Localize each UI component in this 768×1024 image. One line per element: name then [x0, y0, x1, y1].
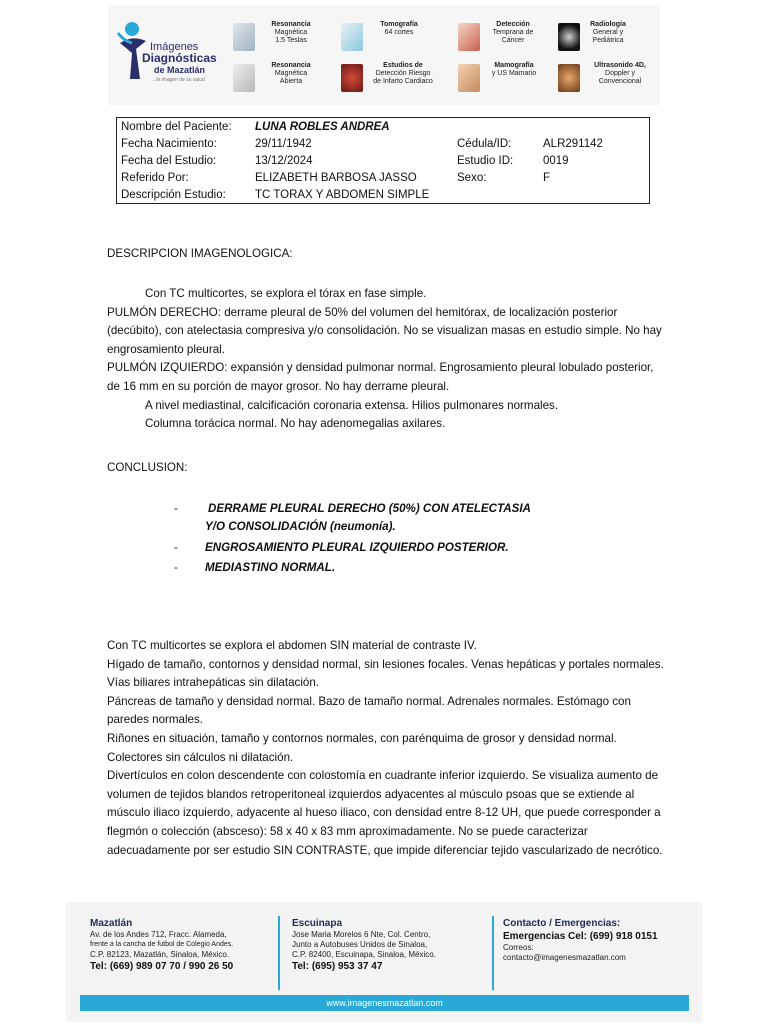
service-riesgo-infarto	[341, 62, 441, 98]
study-date: 13/12/2024	[255, 155, 313, 167]
footer-escuinapa-phone: Tel: (695) 953 37 47	[292, 961, 383, 972]
footer-contact-title: Contacto / Emergencias:	[503, 918, 621, 929]
thorax-intro: Con TC multicortes, se explora el tórax en fase simple.	[145, 287, 427, 300]
footer-email-label: Correos:	[503, 943, 534, 952]
conclusion-item-3: MEDIASTINO NORMAL.	[205, 561, 336, 574]
referred-label: Referido Por:	[121, 172, 189, 184]
service-text: Resonancia Magnética Abierta	[271, 62, 311, 85]
conclusion-title: CONCLUSION:	[107, 461, 188, 474]
abdomen-intro: Con TC multicortes se explora el abdomen SIN material de contraste IV.	[107, 639, 477, 652]
service-mamografia	[458, 62, 548, 98]
service-text: Ultrasonido 4D, Doppler y Convencional	[594, 62, 646, 85]
sex-label: Sexo:	[457, 172, 487, 184]
logo-slogan: ...la imagen de su salud	[152, 77, 205, 83]
patient-id: ALR291142	[543, 138, 603, 150]
section-title-description: DESCRIPCION IMAGENOLOGICA:	[107, 247, 293, 260]
footer-website-bar[interactable]: www.imagenesmazatlan.com	[80, 995, 689, 1011]
patient-name: LUNA ROBLES ANDREA	[255, 121, 390, 133]
letterhead-footer	[66, 902, 702, 1022]
abdomen-kidneys: Riñones en situación, tamaño y contornos normales, con parénquima de grosor y densidad normal. Colectores sin cálculos ni dilatación.	[107, 731, 617, 764]
patient-info-box	[116, 117, 650, 204]
abdomen-colon: Divertículos en colon descendente con colostomía en cuadrante inferior izquierdo. Se visualiza aumento de volumen de tejidos blandos retroperitoneal izquierdos adyacentes al músculo psoas que se extiende al músculo iliaco izquierdo, adyacente al hueso iliaco, con densidad entre 8-12 UH, que puede corresponder a flegmón o colección (absceso): 58 x 40 x 83 mm aproximadamente. No se puede caracterizar adecuadamente por ser estudio SIN CONTRASTE, que impide diferenciar tejido vascularizado de necrótico.	[107, 769, 663, 857]
thorax-findings	[107, 285, 667, 434]
service-ultrasonido	[558, 62, 658, 98]
xray-hand-icon	[558, 23, 580, 51]
ct-scanner-icon	[341, 23, 363, 51]
service-text: Radiología General y Pediátrica	[590, 21, 626, 44]
thorax-right-lung: PULMÓN DERECHO: derrame pleural de 50% del volumen del hemitórax, de localización posterior (decúbito), con atelectasia compresiva y/o consolidación. No se visualizan masas en estudio simple. No hay engrosamiento pleural.	[107, 305, 662, 356]
footer-escuinapa-address-2: Junto a Autobuses Unidos de Sinaloa,	[292, 940, 428, 949]
footer-escuinapa-address-1: Jose Maria Morelos 6 Nte, Col. Centro,	[292, 930, 431, 939]
study-date-label: Fecha del Estudio:	[121, 155, 217, 167]
mri-scanner-icon	[233, 23, 255, 51]
thorax-spine: Columna torácica normal. No hay adenomegalias axilares.	[145, 417, 446, 431]
footer-mazatlan-phone: Tel: (669) 989 07 70 / 990 26 50	[90, 961, 234, 972]
abdomen-pancreas: Páncreas de tamaño y densidad normal. Bazo de tamaño normal. Adrenales normales. Estómago con paredes normales.	[107, 694, 631, 727]
footer-mazatlan-address-3: C.P. 82123, Mazatlán, Sinaloa, México.	[90, 950, 230, 959]
conclusion-dash: -	[174, 502, 178, 515]
conclusion-dash: -	[174, 561, 178, 574]
birth-date-label: Fecha Nacimiento:	[121, 138, 217, 150]
open-mri-icon	[233, 64, 255, 92]
footer-divider	[278, 916, 280, 990]
service-text: Detección Temprana de Cáncer	[492, 21, 534, 44]
conclusion-dash: -	[174, 541, 178, 554]
id-label: Cédula/ID:	[457, 138, 512, 150]
service-radiologia	[558, 21, 658, 57]
footer-mazatlan-address-1: Av. de los Andes 712, Fracc. Alameda,	[90, 930, 227, 939]
service-deteccion-cancer	[458, 21, 548, 57]
thorax-mediastinum: A nivel mediastinal, calcificación coronaria extensa. Hilios pulmonares normales.	[145, 398, 559, 412]
birth-date: 29/11/1942	[255, 138, 312, 150]
letterhead-header	[108, 5, 660, 105]
service-text: Tomografía 64 cortes	[380, 21, 418, 36]
logo-line-1: Imágenes	[150, 41, 199, 53]
logo-line-2: Diagnósticas	[142, 51, 217, 65]
footer-escuinapa-address-3: C.P. 82400, Escuinapa, Sinaloa, México.	[292, 950, 436, 959]
referred-by: ELIZABETH BARBOSA JASSO	[255, 172, 417, 184]
abdomen-findings	[107, 637, 667, 860]
conclusion-item-2: ENGROSAMIENTO PLEURAL IZQUIERDO POSTERIOR.	[205, 541, 509, 554]
cancer-detection-icon	[458, 23, 480, 51]
service-tomografia	[341, 21, 431, 57]
footer-escuinapa-title: Escuinapa	[292, 918, 343, 929]
service-resonancia	[233, 21, 323, 57]
logo-line-3: de Mazatlán	[154, 65, 206, 75]
abdomen-liver: Hígado de tamaño, contornos y densidad normal, sin lesiones focales. Venas hepáticas y portales normales. Vías biliares intrahepáticas sin dilatación.	[107, 657, 664, 690]
service-resonancia-abierta	[233, 62, 323, 98]
conclusion-item-1: DERRAME PLEURAL DERECHO (50%) CON ATELECTASIA	[208, 502, 531, 515]
study-description-label: Descripción Estudio:	[121, 189, 226, 201]
patient-name-label: Nombre del Paciente:	[121, 121, 232, 133]
study-id-label: Estudio ID:	[457, 155, 514, 167]
footer-emergency-phone: Emergencias Cel: (699) 918 0151	[503, 931, 658, 942]
footer-mazatlan	[90, 918, 280, 973]
footer-mazatlan-title: Mazatlán	[90, 918, 133, 929]
conclusion-item-1-cont: Y/O CONSOLIDACIÓN (neumonía).	[205, 520, 396, 533]
study-id: 0019	[543, 155, 569, 167]
mammography-icon	[458, 64, 480, 92]
ultrasound-icon	[558, 64, 580, 92]
thorax-left-lung: PULMÓN IZQUIERDO: expansión y densidad pulmonar normal. Engrosamiento pleural lobulado posterior, de 16 mm en su porción de mayor grosor. No hay derrame pleural.	[107, 361, 654, 393]
heart-icon	[341, 64, 363, 92]
sex: F	[543, 172, 551, 184]
footer-divider	[492, 916, 494, 990]
footer-escuinapa	[292, 918, 482, 973]
footer-email[interactable]: contacto@imagenesmazatlan.com	[503, 953, 626, 962]
study-description: TC TORAX Y ABDOMEN SIMPLE	[255, 189, 430, 201]
footer-mazatlan-address-2: frente a la cancha de futbol de Colegio Andes.	[90, 941, 234, 948]
footer-contact	[503, 918, 699, 963]
service-text: Mamografía y US Mamario	[491, 62, 537, 77]
service-text: Estudios de Detección Riesgo de Infarto Cardiaco	[373, 62, 433, 85]
service-text: Resonancia Magnética 1.5 Teslas	[271, 21, 311, 44]
